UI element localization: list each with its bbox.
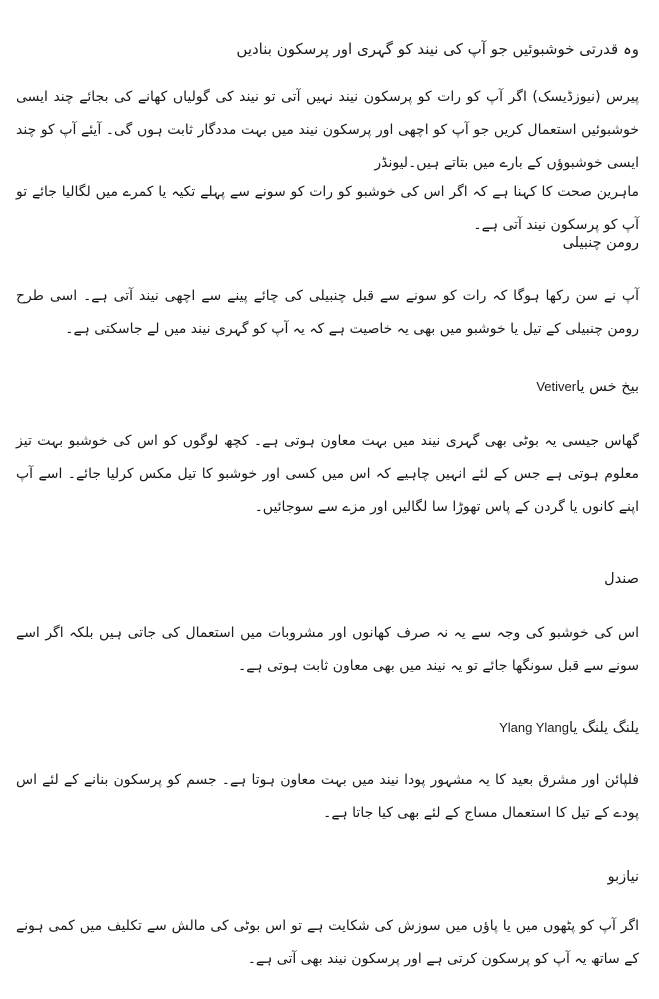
ylang-heading-urdu: یلنگ یلنگ یا [568,720,639,736]
niazbo-heading: نیازبو [607,869,639,885]
vetiver-paragraph: گھاس جیسی یہ بوٹی بھی گہری نیند میں بہت معاون ہوتی ہے۔ کچھ لوگوں کو اس کی خوشبو بہت تیز معلوم ہوتی ہے جس کے لئے انہیں چاہیے کہ اس میں کسی اور خوشبو کا تیل مکس کرلیا جائے۔ اسے آپ اپنے کانوں یا گردن کے پاس تھوڑا سا لگالیں اور مزے سے سوجائیں۔ [16,433,639,515]
article-title: وہ قدرتی خوشبوئیں جو آپ کی نیند کو گہری اور پرسکون بنادیں [236,40,639,58]
vetiver-heading-latin: Vetiver [536,379,577,394]
ylang-heading-latin: Ylang Ylang [499,720,569,735]
ylang-heading [16,713,639,743]
roman-chamomile-heading: رومن چنبیلی [562,235,639,251]
niazbo-paragraph: اگر آپ کو پٹھوں میں یا پاؤں میں سوزش کی شکایت ہے تو اس بوٹی کی مالش سے تکلیف میں کمی ہونے کے ساتھ یہ آپ کو پرسکون کرتی ہے اور پرسکون نیند بھی آتی ہے۔ [16,918,639,967]
sandal-paragraph: اس کی خوشبو کی وجہ سے یہ نہ صرف کھانوں اور مشروبات میں استعمال کی جاتی ہیں بلکہ اگر اسے سونے سے قبل سونگھا جائے تو یہ نیند میں بھی معاون ثابت ہوتی ہے۔ [16,625,639,674]
intro-paragraph [16,81,639,180]
roman-chamomile-paragraph: آپ نے سن رکھا ہوگا کہ رات کو سونے سے قبل چنبیلی کی چائے پینے سے اچھی نیند آتی ہے۔ اسی طرح رومن چنبیلی کے تیل یا خوشبو میں بھی یہ خاصیت ہے کہ یہ آپ کو گہری نیند میں لے جاسکتی ہے۔ [16,288,639,337]
vetiver-heading-urdu: بیخ خس یا [576,379,639,395]
ylang-paragraph: فلپائن اور مشرق بعید کا یہ مشہور پودا نیند میں بہت معاون ہوتا ہے۔ جسم کو پرسکون بنانے کے لئے اس پودے کے تیل کا استعمال مساج کے لئے بھی کیا جاتا ہے۔ [16,772,639,821]
sandal-heading: صندل [604,571,639,587]
intro-text: پیرس (نیوزڈیسک) اگر آپ کو رات کو پرسکون نیند نہیں آتی تو نیند کی گولیاں کھانے کی بجائے چند ایسی خوشبوئیں استعمال کریں جو آپ کو اچھی اور پرسکون نیند میں بہت مددگار ثابت ہوں گی۔ آیئے آپ کو چند ایسی خوشبوؤں کے بارے میں بتاتے ہیں۔ [16,89,639,171]
vetiver-heading [16,372,639,402]
lavender-heading: لیونڈر [374,155,409,171]
lavender-paragraph: ماہرین صحت کا کہنا ہے کہ اگر اس کی خوشبو کو رات کو سونے سے پہلے تکیہ یا کمرے میں لگالیا جائے تو آپ کو پرسکون نیند آتی ہے۔ [16,184,639,233]
